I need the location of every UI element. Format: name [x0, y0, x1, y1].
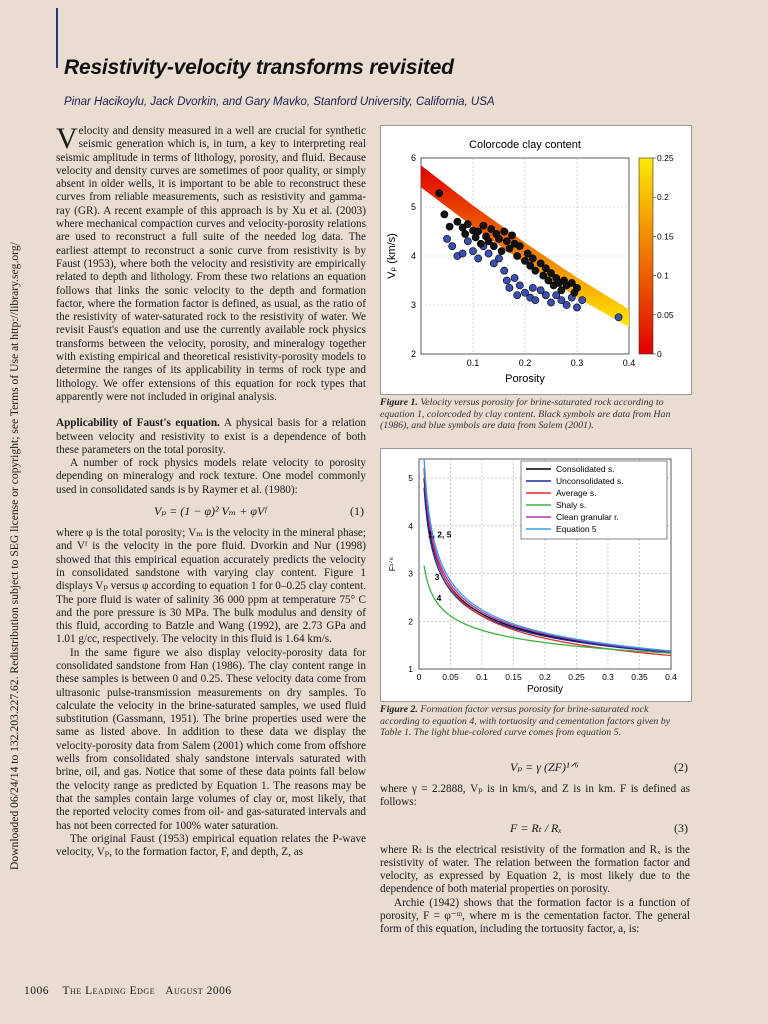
x-tick-label: 0.1 [476, 672, 488, 682]
y-tick-label: 2 [410, 349, 416, 359]
colorbar-tick-label: 0.1 [657, 270, 669, 281]
data-point [529, 284, 536, 291]
section2-p3: Archie (1942) shows that the formation factor is a function of porosity, F = φ⁻ᵐ, where m is the cementation factor. The general form of this equation, including the tortuosity factor, a, is: [380, 896, 690, 936]
figure-1-caption [380, 397, 690, 432]
x-tick-label: 0 [416, 672, 422, 682]
x-tick-label: 0.15 [505, 672, 522, 682]
figure-2-label: Figure 2. [380, 704, 418, 715]
data-point [514, 252, 521, 259]
equation-2-number: (2) [674, 760, 688, 774]
x-tick-label: 0.3 [570, 358, 584, 368]
data-point [508, 232, 515, 239]
y-tick-label: 4 [410, 251, 416, 261]
chart-title: Colorcode clay content [469, 139, 581, 151]
page-number: 1006 [24, 985, 49, 997]
curve-annotation: 3 [434, 572, 440, 583]
x-axis-label: Porosity [526, 684, 564, 695]
equation-3-text: F = Rₜ / Rₓ [510, 820, 562, 835]
legend-label: Equation 5 [556, 524, 597, 534]
data-point [480, 222, 487, 229]
data-point [501, 228, 508, 235]
section1-p3: where φ is the total porosity; Vₘ is the velocity in the mineral phase; and Vᶠ is the velocity in the pore fluid. Dvorkin and Nur (1998) showed that this empirical equation accurately predicts the velocity in consolidated sandstone with varying clay content. Figure 1 displays Vₚ versus φ according to equation 1 for 0–0.25 clay content. The pore fluid is water of salinity 36 000 ppm at temperature 75° C and the pore pressure is 30 MPa. The bulk modulus and density of this fluid, according to Batzle and Wang (1992), are 2.73 GPa and 1.01 g/cc, respectively. The velocity in this fluid is 1.64 km/s. [56, 527, 366, 646]
section2-p1: where γ = 2.2888, Vₚ is in km/s, and Z is in km. F is defined as follows: [380, 783, 690, 809]
data-point [495, 255, 502, 262]
y-tick-label: 3 [408, 568, 413, 579]
data-point [532, 297, 539, 304]
x-tick-label: 0.2 [518, 358, 532, 368]
figure-1-caption-text: Velocity versus porosity for brine-saturated rock according to equation 1, colorcoded by clay content. Black symbols are data from Han (1986), and blue symbols are data from Salem (2001). [380, 397, 671, 431]
legend-label: Unconsolidated s. [556, 476, 624, 486]
colorbar [639, 158, 653, 354]
data-point [485, 250, 492, 257]
data-point [462, 230, 469, 237]
colorbar-tick-label: 0.25 [657, 153, 674, 163]
data-point [615, 314, 622, 321]
data-point [464, 221, 471, 228]
data-point [547, 299, 554, 306]
intro-text: elocity and density measured in a well are crucial for synthetic seismic generation which is, in turn, a key to interpreting real seismic amplitude in terms of lithology, porosity, and fluid. Because velocity and density curves are sometimes of poor quality, or simply absent in older wells, it is important to be able to reconstruct these curves from reliable measurements, such as resistivity and gamma-ray (GR). A recent example of this approach is by Xu et al. (2003) where mechanical compaction curves and velocity-porosity relations are used to reconstruct a full suite of the needed log data. The earliest attempt to reconstruct a sonic curve from resistivity is by Faust (1953), where both the velocity and resistivity are empirically related to depth and lithology. From these two relations an equation follows that links the sonic velocity to the depth and formation factor, where the formation factor is defined, as usual, as the ratio of the resistivity of water-saturated rock to the resistivity of water. We revisit Faust's equation and use the currently available rock physics transforms between the velocity, porosity, and mineralogy together with existing empirical and theoretical resistivity-porosity models to determine the ranges of its applicability in terms of rock type and lithology. We offer extensions of this equation for rock types that apparently were not included in original analysis. [56, 125, 366, 403]
data-point [501, 267, 508, 274]
legend-label: Shaly s. [556, 500, 587, 510]
data-point [563, 301, 570, 308]
data-point [469, 248, 476, 255]
journal-name: The Leading Edge [62, 985, 156, 997]
data-point [516, 243, 523, 250]
y-tick-label: 5 [408, 473, 413, 484]
section1-p4: In the same figure we also display velocity-porosity data for consolidated sandstone from Han (1986). The clay content range in these samples is between 0 and 0.25. These velocity data come from ultrasonic pulse-transmission measurements on dry samples. To calculate the velocity in the brine-saturated samples, we used fluid substitution (Gassmann, 1951). The brine properties used were the same as listed above. In addition to these data we display the velocity-porosity data from Salem (2001) which come from offshore wells from consolidated shaly sandstone intervals saturated with brine, oil, and gas. Notice that some of these data points fall below the velocity range as predicted by Equation 1. The reasons may be that the samples contain large volumes of clay or, most likely, that the reported velocity comes from oil- and gas-saturated intervals and has not been corrected for 100% water saturation. [56, 646, 366, 832]
colorbar-tick-label: 0 [657, 349, 662, 359]
data-point [495, 235, 502, 242]
colorbar-tick-label: 0.05 [657, 309, 674, 320]
figure-2-svg [381, 449, 691, 701]
data-point [454, 218, 461, 225]
data-point [532, 267, 539, 274]
y-axis-label: F¹ᐟ⁶ [388, 556, 397, 572]
data-point [441, 211, 448, 218]
data-point [529, 255, 536, 262]
legend-label: Clean granular r. [556, 512, 619, 522]
section1-p1: A physical basis for a relation between velocity and resistivity to exist is a dependence of both these parameters on the total porosity. [56, 417, 366, 456]
data-point [511, 274, 518, 281]
y-tick-label: 5 [410, 202, 416, 212]
equation-2 [380, 753, 690, 783]
x-tick-label: 0.05 [442, 672, 459, 682]
section-paragraph [56, 417, 366, 457]
section2-p2: where Rₜ is the electrical resistivity of the formation and Rₓ is the resistivity of water. The relation between the formation factor and velocity, as expressed by Equation 2, is most likely due to the dependence of both material properties on porosity. [380, 843, 690, 896]
data-point [514, 292, 521, 299]
data-point [503, 277, 510, 284]
data-point [573, 304, 580, 311]
header-rule [56, 8, 58, 68]
colorbar-tick-label: 0.15 [657, 231, 674, 242]
data-point [542, 292, 549, 299]
data-point [477, 240, 484, 247]
equation-1 [56, 497, 366, 527]
data-point [503, 238, 510, 245]
data-point [446, 223, 453, 230]
page-footer [24, 985, 232, 997]
y-tick-label: 6 [410, 153, 416, 163]
section1-p5: The original Faust (1953) empirical equation relates the P-wave velocity, Vₚ, to the formation factor, F, and depth, Z, as [56, 832, 366, 859]
issue-date: August 2006 [165, 985, 232, 997]
left-column [56, 122, 366, 859]
data-point [464, 238, 471, 245]
equation-1-number: (1) [350, 504, 364, 519]
y-tick-label: 3 [410, 300, 416, 310]
x-axis-label: Porosity [505, 373, 545, 385]
intro-paragraph [56, 122, 366, 404]
article-authors: Pinar Hacikoylu, Jack Dvorkin, and Gary Mavko, Stanford University, California, USA [64, 96, 495, 108]
figure-1-chart [380, 125, 692, 395]
data-point [579, 297, 586, 304]
data-point [573, 284, 580, 291]
x-tick-label: 0.4 [622, 358, 636, 368]
data-point [475, 255, 482, 262]
colorbar-tick-label: 0.2 [657, 192, 669, 203]
data-point [490, 243, 497, 250]
equation-2-text: Vₚ = γ (ZF)¹ᐟ⁶ [510, 760, 579, 774]
data-point [498, 248, 505, 255]
figure-2-caption-text: Formation factor versus porosity for brine-saturated rock according to equation 4, with tortuosity and cementation factors given by Table 1. The light blue-colored curve comes from equation 5. [380, 704, 671, 738]
figure-2-caption [380, 704, 690, 739]
y-tick-label: 2 [408, 616, 413, 627]
equation-3 [380, 810, 690, 844]
y-tick-label: 4 [408, 520, 413, 531]
equation-1-text: Vₚ = (1 − φ)² Vₘ + φVᶠ [154, 504, 267, 519]
curve-annotation: 4 [436, 593, 442, 604]
equation-3-number: (3) [674, 820, 688, 835]
x-tick-label: 0.4 [665, 672, 677, 682]
y-axis-label: Vₚ (km/s) [386, 233, 398, 279]
figure-1-svg [381, 126, 691, 394]
figure-2-chart [380, 448, 692, 702]
curve-annotation: 1, 2, 5 [427, 529, 452, 540]
x-tick-label: 0.3 [602, 672, 614, 682]
data-point [449, 243, 456, 250]
right-column [380, 753, 690, 937]
y-tick-label: 1 [408, 664, 413, 674]
download-notice: Downloaded 06/24/14 to 132.203.227.62. Redistribution subject to SEG license or copyright; see Terms of Use at http://library.seg.org/ [8, 242, 21, 870]
data-point [506, 284, 513, 291]
x-tick-label: 0.35 [631, 672, 648, 682]
x-tick-label: 0.25 [568, 672, 585, 682]
data-point [443, 235, 450, 242]
section1-p2: A number of rock physics models relate velocity to porosity depending on mineralogy and rock texture. One model commonly used in consolidated sands is by Raymer et al. (1980): [56, 457, 366, 496]
x-tick-label: 0.2 [539, 672, 551, 682]
legend-label: Average s. [556, 488, 597, 498]
data-point [516, 282, 523, 289]
article-title: Resistivity-velocity transforms revisited [64, 56, 454, 79]
x-tick-label: 0.1 [466, 358, 480, 368]
figure-1-label: Figure 1. [380, 397, 418, 408]
legend-label: Consolidated s. [556, 464, 615, 474]
data-point [459, 250, 466, 257]
section-heading: Applicability of Faust's equation. [56, 417, 220, 430]
data-point [475, 228, 482, 235]
data-point [436, 190, 443, 197]
drop-cap: V [56, 122, 78, 155]
